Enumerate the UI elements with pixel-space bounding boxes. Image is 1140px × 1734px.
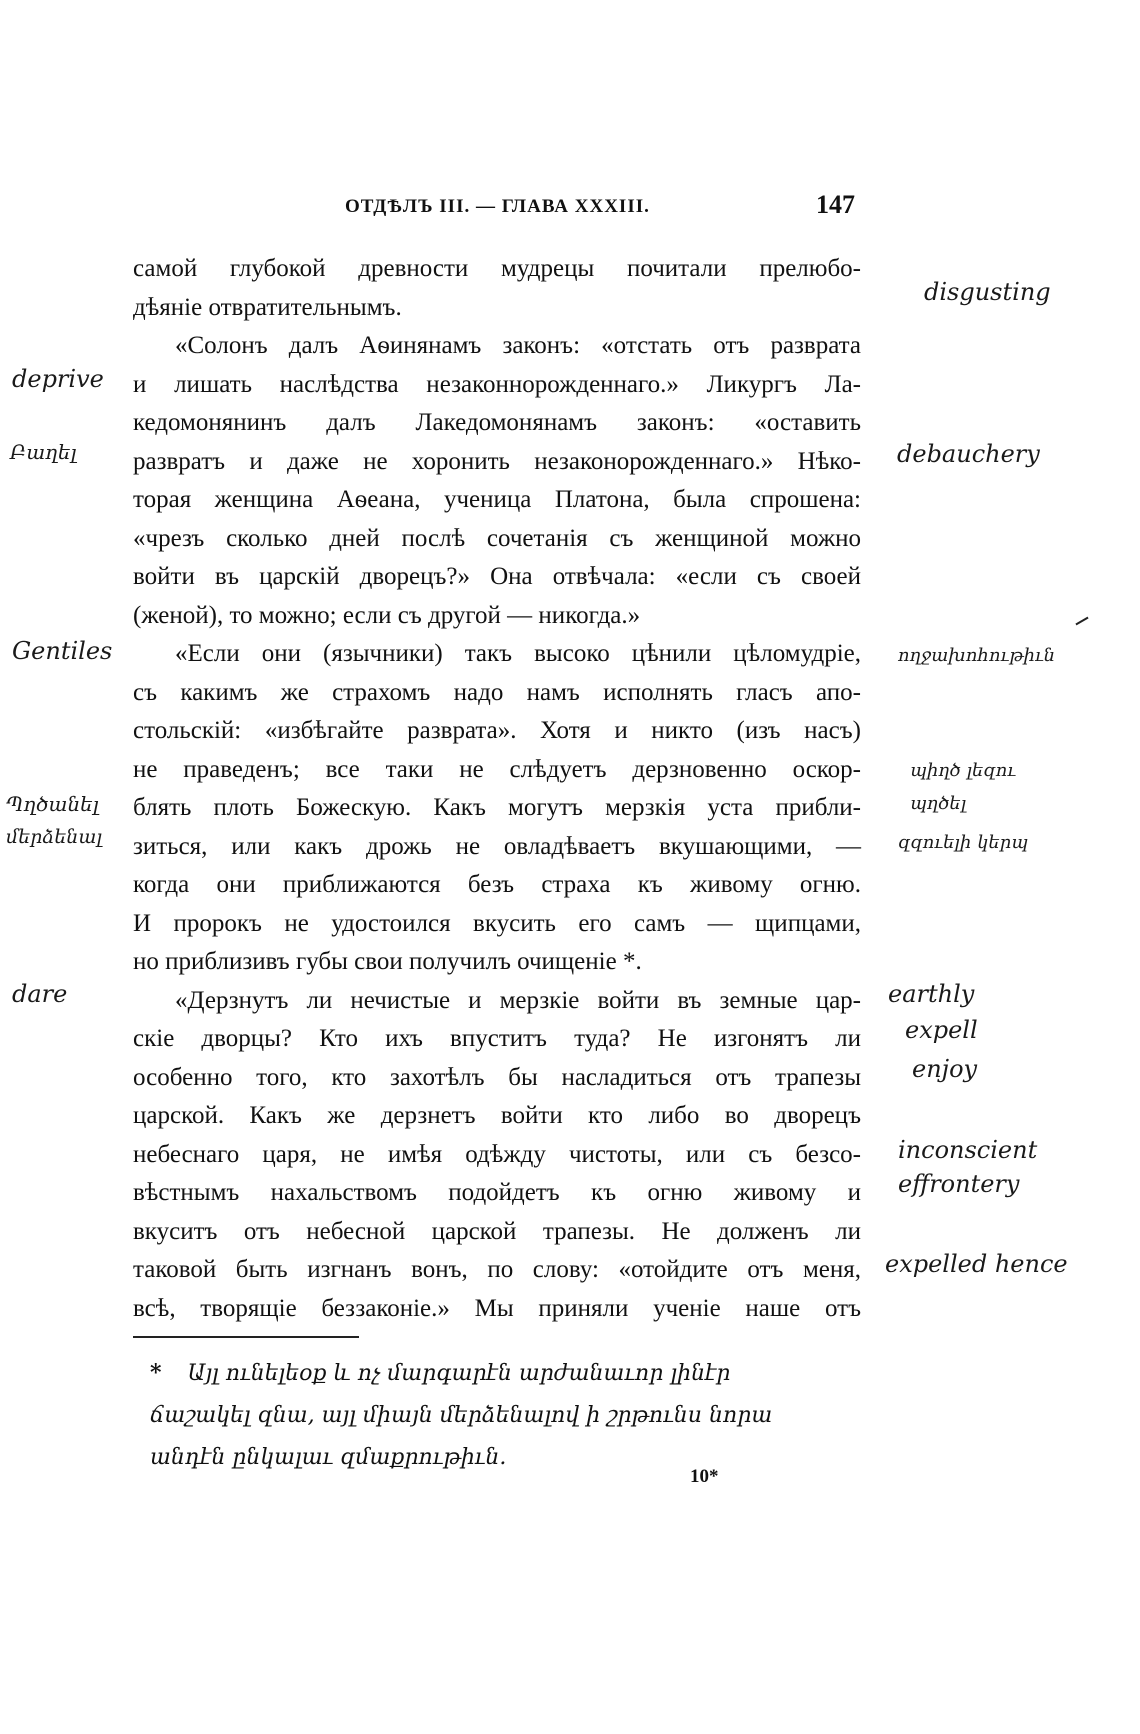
text-line: развратъ и даже не хоронить незаконорожденнаго.» Нѣко- (133, 447, 861, 475)
margin-note-effrontery: effrontery (898, 1170, 1020, 1198)
footnote-marker: * (150, 1360, 162, 1386)
footnote-line: ճաշակել զնա, այլ միայն մերձենալով ի շրթունս նորա (150, 1403, 773, 1428)
margin-note-armenian-3: պղծել (910, 793, 967, 814)
margin-note-enjoy: enjoy (912, 1055, 978, 1083)
text-line: съ какимъ же страхомъ надо намъ исполнять гласъ апо- (133, 678, 861, 706)
text-line: кедомонянинъ далъ Лакедомонянамъ законъ: «оставить (133, 409, 861, 436)
margin-note-expell: expell (905, 1016, 978, 1044)
margin-note-approach: մերձենալ (6, 826, 103, 848)
text-line: вкуситъ отъ небесной царской трапезы. Не долженъ ли (133, 1217, 861, 1245)
footnote (150, 1352, 850, 1479)
margin-note-dare: dare (12, 980, 68, 1008)
margin-note-debauchery: debauchery (897, 440, 1040, 468)
pen-mark (1075, 617, 1088, 626)
text-line: не праведенъ; все таки не слѣдуетъ дерзновенно оскор- (133, 755, 861, 783)
margin-note-armenian-2: պիղծ լեզու (910, 760, 1017, 781)
main-text (133, 250, 861, 1328)
margin-note-gentiles: Gentiles (12, 637, 113, 665)
text-line: стольскій: «избѣгайте разврата». Хотя и никто (изъ насъ) (133, 717, 861, 744)
text-line: таковой быть изгнанъ вонъ, по слову: «отойдите отъ меня, (133, 1256, 861, 1283)
margin-note-inconscient: inconscient (898, 1136, 1038, 1164)
text-line: и лишать наслѣдства незаконнорожденнаго.» Ликургъ Ла- (133, 370, 861, 398)
text-line: (женой), то можно; если съ другой — никогда.» (133, 601, 641, 629)
text-line: скіе дворцы? Кто ихъ впуститъ туда? Не изгонятъ ли (133, 1025, 861, 1052)
text-line: «Если они (язычники) такъ высоко цѣнили цѣломудріе, (175, 640, 861, 667)
text-line: войти въ царскій дворецъ?» Она отвѣчала: «если съ своей (133, 563, 861, 590)
page-number: 147 (816, 190, 855, 219)
text-line: самой глубокой древности мудрецы почитали прелюбо- (133, 255, 861, 282)
margin-note-armenian-1: ողջախոհութիւն (898, 645, 1056, 666)
text-line: зиться, или какъ дрожь не овладѣваетъ вкушающими, — (133, 832, 861, 860)
footnote-line: անդէն ընկալաւ զմաքրութիւն. (150, 1445, 507, 1470)
text-line: «чрезъ сколько дней послѣ сочетанія съ женщиной можно (133, 524, 861, 552)
text-line: небеснаго царя, не имѣя одѣжду чистоты, или съ безсо- (133, 1140, 861, 1168)
margin-note-defile: Պղծանել (6, 792, 99, 816)
text-line: «Дерзнутъ ли нечистые и мерзкіе войти въ земные цар- (175, 986, 861, 1014)
text-line: дѣяніе отвратительнымъ. (133, 293, 402, 321)
text-line: «Солонъ далъ Аѳинянамъ законъ: «отстать отъ разврата (175, 332, 861, 359)
margin-note-deprive: deprive (12, 365, 104, 393)
text-line: но приблизивъ губы свои получилъ очищеніе *. (133, 948, 642, 975)
margin-note-disgusting: disgusting (924, 278, 1051, 306)
footnote-rule (133, 1336, 359, 1338)
running-header (345, 192, 855, 226)
footnote-line: * Այլ ունելեօք և ոչ մարգարէն արժանաւոր լինէր (150, 1360, 731, 1386)
margin-note-earthly: earthly (888, 980, 975, 1008)
text-line: И пророкъ не удостоился вкусить его самъ — щипцами, (133, 909, 861, 937)
text-line: царской. Какъ же дерзнетъ войти кто либо во дворецъ (133, 1102, 861, 1129)
signature-mark: 10* (690, 1466, 719, 1487)
text-line: блять плоть Божескую. Какъ могутъ мерзкія уста прибли- (133, 794, 861, 821)
text-line: когда они приближаются безъ страха къ живому огню. (133, 871, 861, 898)
margin-note-expelled-hence: expelled hence (885, 1250, 1068, 1278)
text-line: особенно того, кто захотѣлъ бы насладиться отъ трапезы (133, 1063, 861, 1091)
section-title: ОТДѢЛЪ III. — ГЛАВА XXXIII. (345, 196, 650, 217)
text-line: вѣстнымъ нахальствомъ подойдетъ къ огню живому и (133, 1179, 861, 1206)
margin-note-bury: Բաղել (10, 440, 77, 464)
margin-note-armenian-4: զզուելի կերպ (898, 832, 1029, 853)
text-line: торая женщина Аѳеана, ученица Платона, была спрошена: (133, 486, 861, 513)
text-line: всѣ, творящіе беззаконіе.» Мы приняли ученіе наше отъ (133, 1294, 861, 1322)
